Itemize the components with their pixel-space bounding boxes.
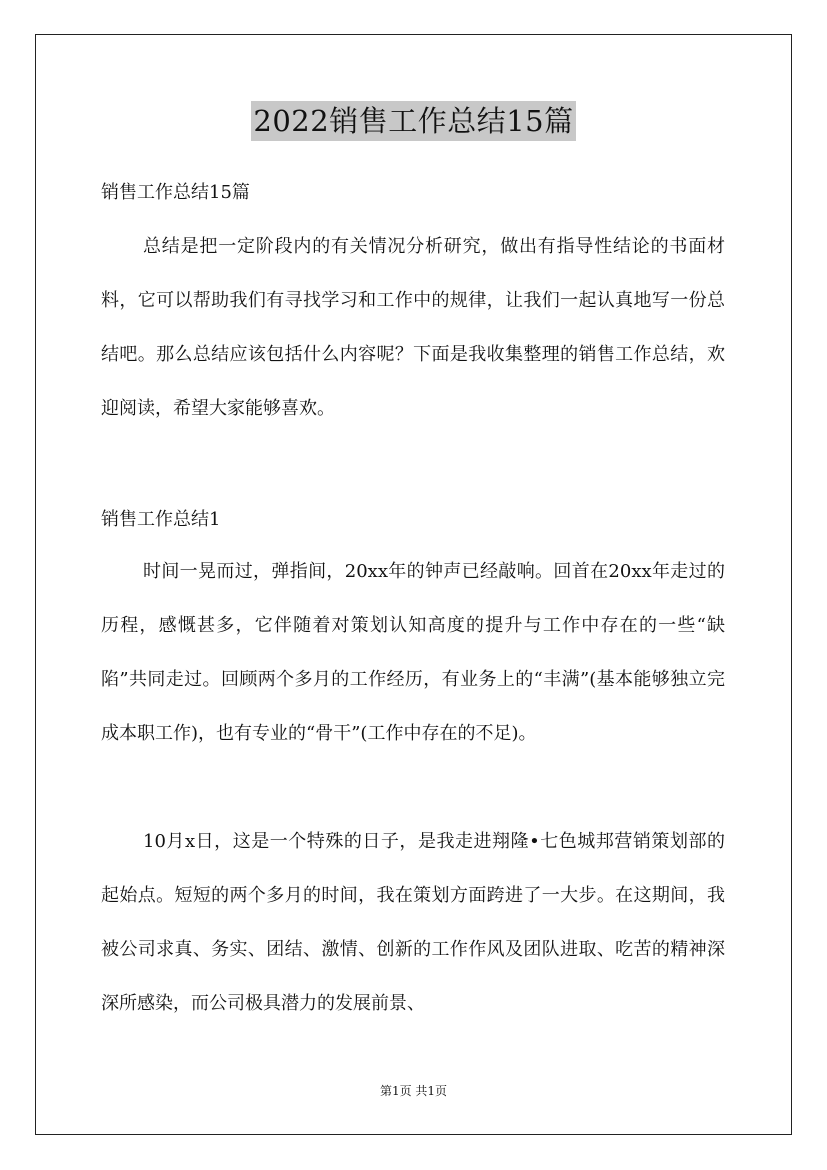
document-title: 2022销售工作总结15篇: [251, 101, 575, 141]
section-heading: 销售工作总结1: [101, 509, 221, 530]
body-paragraph-2: 10月x日，这是一个特殊的日子，是我走进翔隆•七色城邦营销策划部的起始点。短短的两个多月的时间，我在策划方面跨进了一大步。在这期间，我被公司求真、务实、团结、激情、创新的工作作风及团队进取、吃苦的精神深深所感染，而公司极具潜力的发展前景、: [101, 831, 725, 1014]
page-footer: 第1页 共1页: [379, 1084, 448, 1098]
title-container: [0, 101, 827, 141]
intro-paragraph: 总结是把一定阶段内的有关情况分析研究，做出有指导性结论的书面材料，它可以帮助我们有寻找学习和工作中的规律，让我们一起认真地写一份总结吧。那么总结应该包括什么内容呢？下面是我收集整理的销售工作总结，欢迎阅读，希望大家能够喜欢。: [101, 236, 725, 419]
document-subtitle: 销售工作总结15篇: [101, 182, 250, 203]
body-paragraph-1: 时间一晃而过，弹指间，20xx年的钟声已经敲响。回首在20xx年走过的历程，感慨甚多，它伴随着对策划认知高度的提升与工作中存在的一些“缺陷”共同走过。回顾两个多月的工作经历，有业务上的“丰满”(基本能够独立完成本职工作)，也有专业的“骨干”(工作中存在的不足)。: [101, 561, 725, 744]
